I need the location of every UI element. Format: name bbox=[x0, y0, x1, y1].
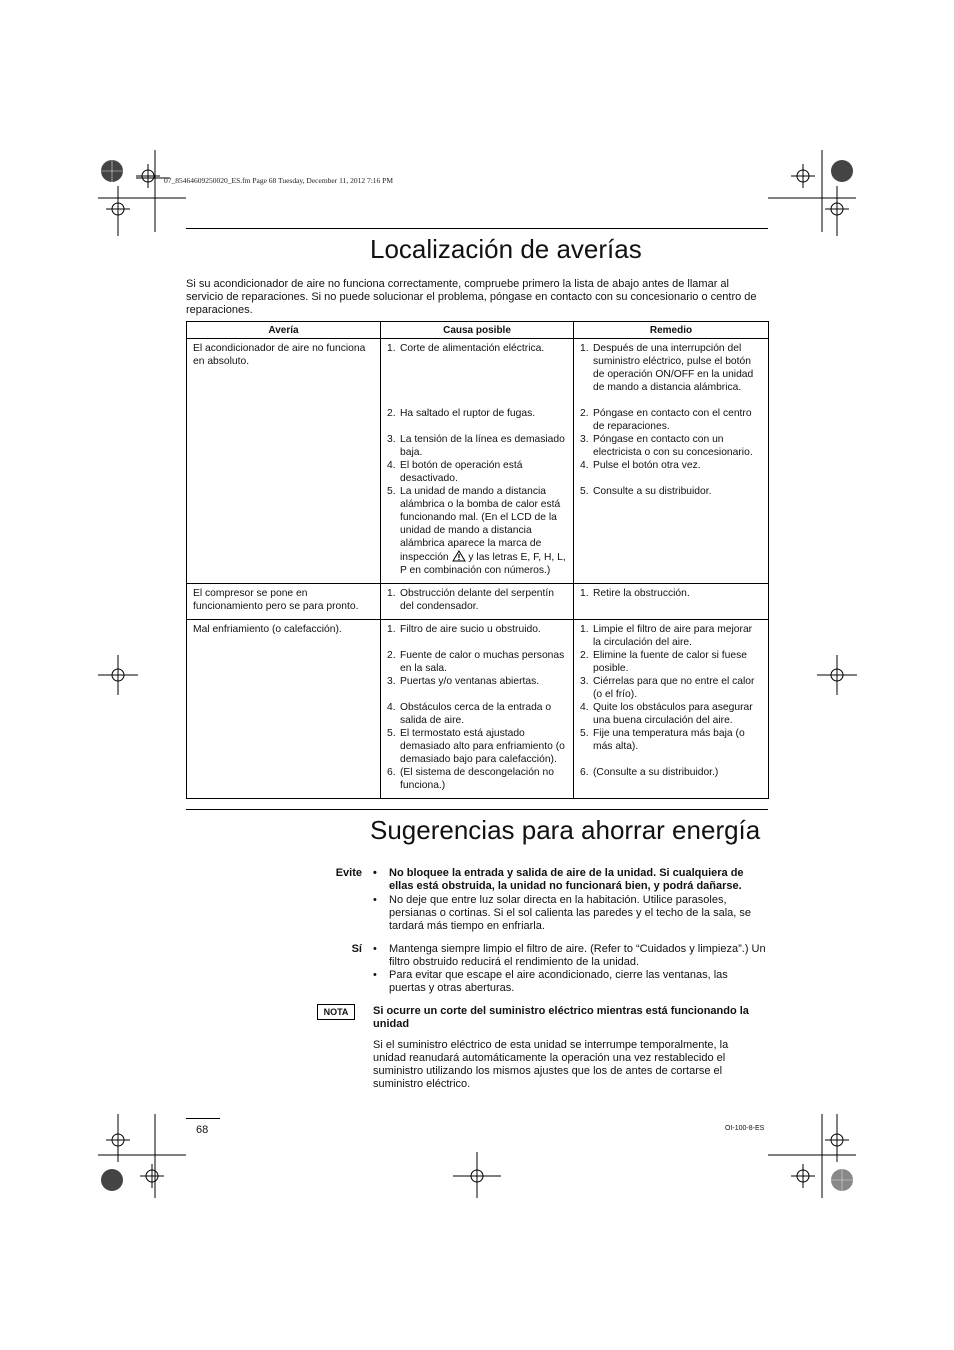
list-item: 5. El termostato está ajustado demasiado alto para enfriamiento (o demasiado bajo para calefacción). bbox=[387, 728, 565, 765]
intro-paragraph: Si su acondicionador de aire no funciona correctamente, compruebe primero la lista de abajo antes de llamar al servicio de reparaciones. Si no puede solucionar el problema, póngase en contacto con su concesionario o centro de reparaciones. bbox=[186, 278, 757, 316]
fault-cell bbox=[187, 620, 381, 799]
footer-rule bbox=[186, 1118, 220, 1119]
column-header-cause: Causa posible bbox=[381, 322, 574, 339]
list-item: • Para evitar que escape el aire acondicionado, cierre las ventanas, las puertas y otras aberturas. bbox=[373, 969, 728, 994]
list-item: 2. Elimine la fuente de calor si fuese posible. bbox=[580, 650, 747, 674]
bullet: • bbox=[373, 894, 377, 906]
fault-text: El compresor se pone en funcionamiento pero se para pronto. bbox=[193, 588, 359, 612]
section-title-troubleshooting: Localización de averías bbox=[370, 234, 642, 264]
list-item: 3. La tensión de la línea es demasiado baja. bbox=[387, 434, 565, 458]
warning-triangle-icon bbox=[452, 550, 466, 562]
remedy-cell bbox=[574, 620, 769, 799]
list-item: 2. Ha saltado el ruptor de fugas. bbox=[387, 408, 536, 419]
table-row bbox=[187, 620, 769, 799]
note-text: Si el suministro eléctrico de esta unidad se interrumpe temporalmente, la unidad reanudará automáticamente la operación una vez restablecido el suministro utilizando los mismos ajustes que los de antes de cortarse el suministro eléctrico. bbox=[373, 1039, 729, 1090]
list-item: 6. (El sistema de descongelación no funciona.) bbox=[387, 767, 554, 791]
table-row bbox=[187, 339, 769, 584]
list-item: 3. Póngase en contacto con un electricista o con su concesionario. bbox=[580, 434, 753, 458]
list-item: • No deje que entre luz solar directa en la habitación. Utilice parasoles, persianas o cortinas. Si el sol calienta las paredes y el techo de la sala, se tardará más tiempo en enfriarla. bbox=[373, 894, 751, 932]
section-top-rule bbox=[186, 809, 768, 810]
list-item: 2. Póngase en contacto con el centro de reparaciones. bbox=[580, 408, 752, 432]
print-file-info: 07_85464609250020_ES.fm Page 68 Tuesday, December 11, 2012 7:16 PM bbox=[164, 176, 394, 185]
list-item: 1. Filtro de aire sucio u obstruido. bbox=[387, 624, 541, 635]
list-item: 5. Consulte a su distribuidor. bbox=[580, 486, 712, 497]
cause-cell bbox=[381, 620, 574, 799]
fault-cell bbox=[187, 584, 381, 620]
list-item: 4. Pulse el botón otra vez. bbox=[580, 460, 701, 471]
list-item: 5. Fije una temperatura más baja (o más alta). bbox=[580, 728, 745, 752]
list-item: 6. (Consulte a su distribuidor.) bbox=[580, 767, 719, 778]
table-header-row bbox=[187, 322, 769, 339]
list-item: 5. La unidad de mando a distancia alámbrica o la bomba de calor está funcionando mal. (En el LCD de la unidad de mando a distancia alámbrica aparece la marca de inspección y las letras E, F, H, L, P en combinación con números.) bbox=[387, 486, 566, 576]
bullet: • bbox=[373, 943, 377, 955]
note-badge: NOTA bbox=[317, 1004, 355, 1020]
do-label: Sí bbox=[351, 943, 362, 955]
section-title-energy-saving: Sugerencias para ahorrar energía bbox=[370, 815, 761, 845]
list-item: 3. Ciérrelas para que no entre el calor (o el frío). bbox=[580, 676, 755, 700]
remedy-cell bbox=[574, 584, 769, 620]
list-item: • No bloquee la entrada y salida de aire de la unidad. Si cualquiera de ellas está obstruida, la unidad no funcionará bien, y podrá dañarse. bbox=[373, 867, 744, 892]
list-item: • Mantenga siempre limpio el filtro de aire. (Refer to “Cuidados y limpieza”.) Un filtro obstruido reducirá el rendimiento de la unidad. bbox=[373, 943, 766, 968]
list-item: 1. Limpie el filtro de aire para mejorar la circulación del aire. bbox=[580, 624, 753, 648]
section-top-rule bbox=[186, 228, 768, 229]
troubleshooting-table bbox=[186, 321, 769, 799]
list-item: 3. Puertas y/o ventanas abiertas. bbox=[387, 676, 540, 687]
page-number: 68 bbox=[196, 1124, 209, 1136]
fault-text: El acondicionador de aire no funciona en absoluto. bbox=[193, 343, 366, 367]
list-item: 4. Obstáculos cerca de la entrada o salida de aire. bbox=[387, 702, 552, 726]
table-row bbox=[187, 584, 769, 620]
list-item: 1. Obstrucción delante del serpentín del condensador. bbox=[387, 588, 554, 612]
avoid-label: Evite bbox=[335, 867, 362, 879]
fault-text: Mal enfriamiento (o calefacción). bbox=[193, 624, 342, 635]
column-header-remedy: Remedio bbox=[574, 322, 769, 339]
list-item: 1. Retire la obstrucción. bbox=[580, 588, 690, 599]
list-item: 1. Corte de alimentación eléctrica. bbox=[387, 343, 545, 354]
cause-cell bbox=[381, 584, 574, 620]
bullet: • bbox=[373, 969, 377, 981]
bullet: • bbox=[373, 867, 377, 879]
list-item: 1. Después de una interrupción del suministro eléctrico, pulse el botón de operación ON/OFF en la unidad de mando a distancia alámbrica. bbox=[580, 343, 754, 393]
list-item: 4. El botón de operación está desactivado. bbox=[387, 460, 523, 484]
fault-cell bbox=[187, 339, 381, 584]
remedy-cell bbox=[574, 339, 769, 584]
document-code: OI-100-8-ES bbox=[725, 1125, 765, 1132]
column-header-fault: Avería bbox=[187, 322, 381, 339]
list-item: 2. Fuente de calor o muchas personas en la sala. bbox=[387, 650, 565, 674]
cause-cell bbox=[381, 339, 574, 584]
note-title: Si ocurre un corte del suministro eléctrico mientras está funcionando la unidad bbox=[373, 1005, 749, 1030]
list-item: 4. Quite los obstáculos para asegurar una buena circulación del aire. bbox=[580, 702, 753, 726]
